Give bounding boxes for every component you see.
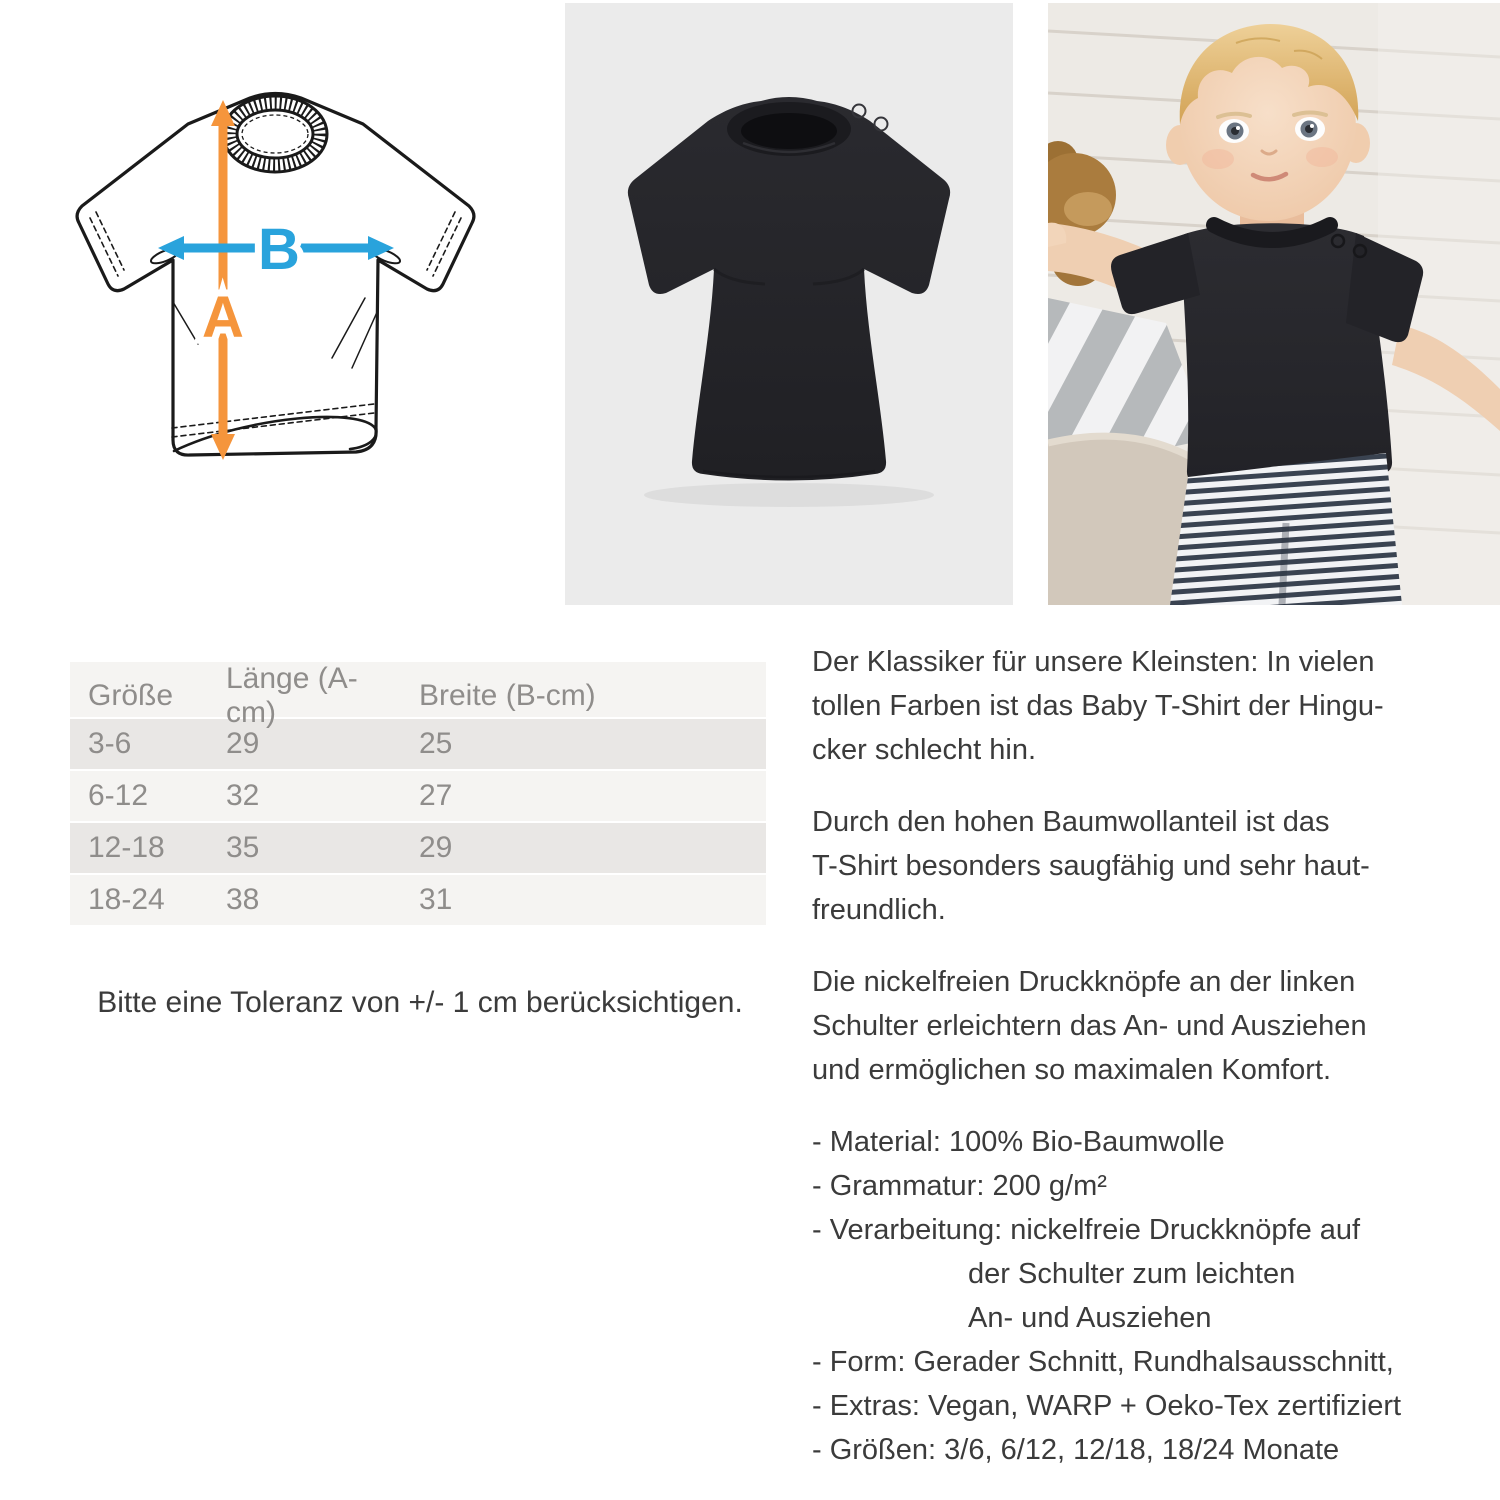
table-cell: 29 bbox=[226, 727, 260, 760]
product-flat-svg bbox=[565, 3, 1013, 605]
table-row bbox=[70, 771, 766, 821]
description-paragraphs bbox=[812, 640, 1480, 1092]
description-paragraph: Die nickelfreien Druckknöpfe an der linken Schulter erleichtern das An- und Ausziehen und ermöglichen so maximalen Komfort. bbox=[812, 966, 1367, 1086]
bullet-line: der Schulter zum leichten bbox=[968, 1258, 1296, 1290]
bullet-line: - Grammatur: 200 g/m² bbox=[812, 1170, 1107, 1202]
description-paragraph: Der Klassiker für unsere Kleinsten: In vielen tollen Farben ist das Baby T-Shirt der Hingu- cker schlecht hin. bbox=[812, 646, 1384, 766]
size-table-header bbox=[70, 662, 766, 729]
model-photo-image bbox=[1048, 3, 1500, 605]
column-header-length: Länge (A-cm) bbox=[226, 662, 358, 729]
table-cell: 18-24 bbox=[88, 883, 165, 916]
size-diagram-svg bbox=[60, 60, 510, 510]
bullet-item bbox=[812, 1340, 1480, 1384]
size-diagram-image bbox=[60, 60, 510, 510]
table-row bbox=[70, 823, 766, 873]
bullet-item bbox=[812, 1428, 1480, 1472]
size-table bbox=[70, 662, 766, 925]
label-b: B bbox=[258, 217, 300, 282]
column-header-width: Breite (B-cm) bbox=[419, 679, 596, 712]
tshirt-collar bbox=[223, 96, 327, 172]
product-flat-image bbox=[565, 3, 1013, 605]
column-header-size: Größe bbox=[88, 679, 174, 712]
table-cell: 12-18 bbox=[88, 831, 165, 864]
table-row bbox=[70, 719, 766, 769]
bullet-item bbox=[812, 1120, 1480, 1164]
table-cell: 25 bbox=[419, 727, 453, 760]
size-table-rows bbox=[70, 719, 766, 925]
label-a: A bbox=[202, 285, 244, 350]
description-paragraph: Durch den hohen Baumwollanteil ist das T-Shirt besonders saugfähig und sehr haut- freundlich. bbox=[812, 806, 1370, 926]
bullet-line: - Verarbeitung: nickelfreie Druckknöpfe auf bbox=[812, 1214, 1361, 1246]
bullet-line: - Form: Gerader Schnitt, Rundhalsausschnitt, bbox=[812, 1346, 1394, 1378]
bullet-line: An- und Ausziehen bbox=[968, 1302, 1212, 1334]
table-cell: 27 bbox=[419, 779, 453, 812]
table-cell: 32 bbox=[226, 779, 260, 812]
bullet-item bbox=[812, 1164, 1480, 1208]
description-bullets bbox=[812, 1120, 1480, 1472]
product-description bbox=[812, 640, 1480, 1472]
bullet-line: - Größen: 3/6, 6/12, 12/18, 18/24 Monate bbox=[812, 1434, 1340, 1466]
table-cell: 35 bbox=[226, 831, 260, 864]
tolerance-note: Bitte eine Toleranz von +/- 1 cm berücksichtigen. bbox=[97, 986, 743, 1019]
table-cell: 6-12 bbox=[88, 779, 149, 812]
table-cell: 31 bbox=[419, 883, 453, 916]
bullet-line: - Material: 100% Bio-Baumwolle bbox=[812, 1126, 1225, 1158]
table-cell: 29 bbox=[419, 831, 453, 864]
model-photo-svg bbox=[1048, 3, 1500, 605]
table-cell: 3-6 bbox=[88, 727, 132, 760]
bullet-item bbox=[812, 1208, 1480, 1340]
table-row bbox=[70, 875, 766, 925]
bullet-line: - Extras: Vegan, WARP + Oeko-Tex zertifiziert bbox=[812, 1390, 1402, 1422]
table-cell: 38 bbox=[226, 883, 260, 916]
bullet-item bbox=[812, 1384, 1480, 1428]
